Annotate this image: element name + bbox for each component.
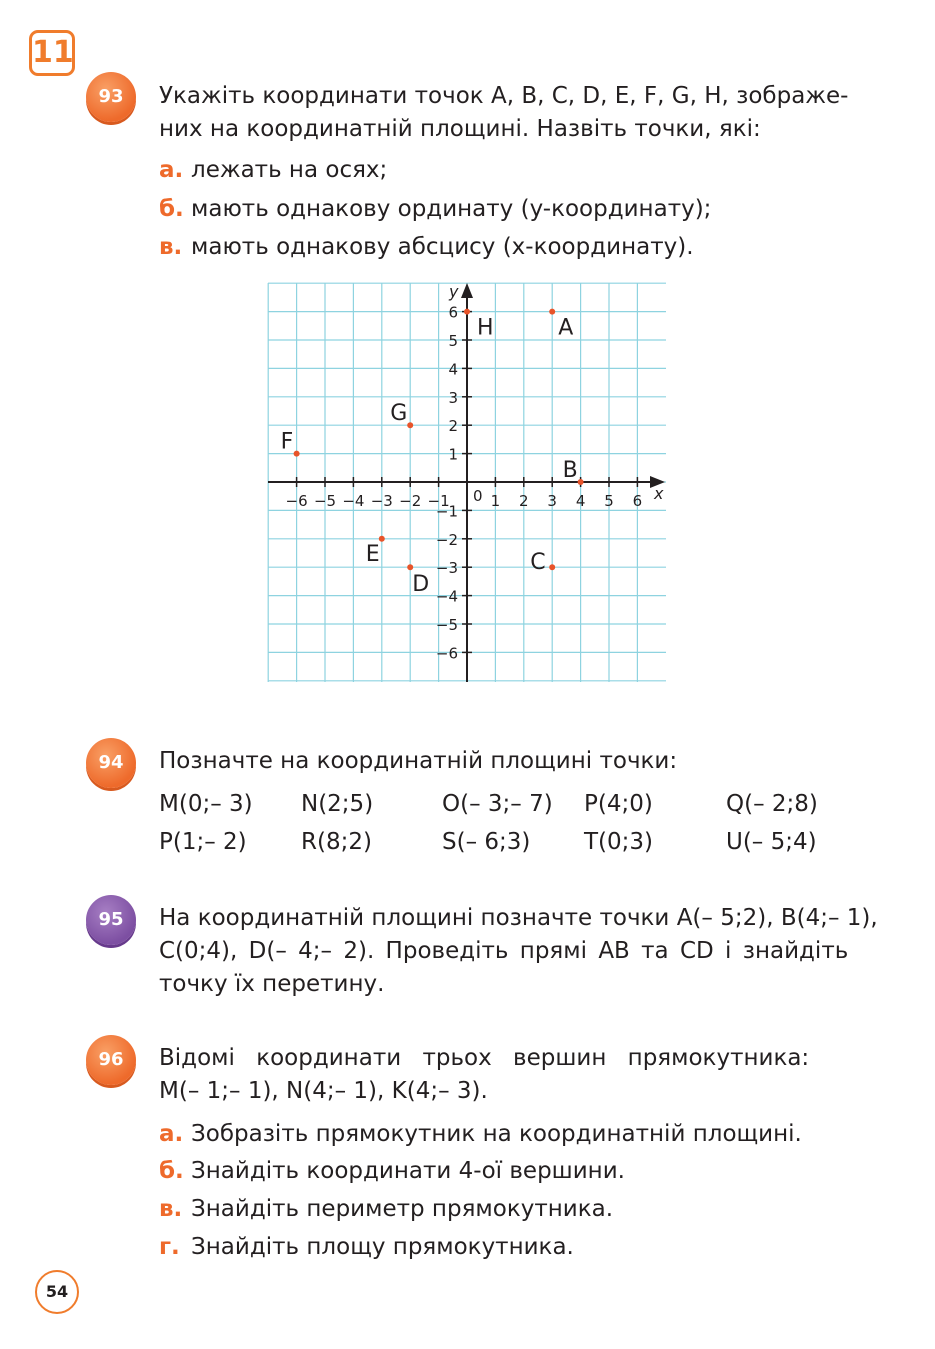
item-text: лежать на осях; [191, 157, 388, 183]
y-tick-label: 4 [448, 360, 458, 379]
y-tick-label: −1 [435, 502, 458, 521]
task-96-item-d [159, 1231, 574, 1264]
point-item: P(1;– 2) [159, 829, 247, 855]
task-95-number: 95 [86, 895, 136, 945]
x-tick-label: 6 [632, 492, 643, 510]
y-axis-arrow [461, 283, 473, 298]
x-tick-label: 4 [575, 492, 586, 510]
y-tick-label: −4 [435, 587, 458, 606]
y-tick-label: −3 [435, 559, 458, 578]
point-label-c: C [530, 550, 546, 576]
item-letter: г. [159, 1234, 180, 1260]
point-h [464, 309, 470, 315]
task-96-item-c [159, 1193, 613, 1226]
point-label-a: A [558, 315, 574, 341]
point-item: P(4;0) [584, 791, 653, 817]
x-tick-label: −1 [427, 492, 450, 510]
point-b [578, 479, 584, 485]
x-tick-label: −4 [342, 492, 365, 510]
y-tick-label: 5 [448, 332, 458, 350]
task-96-line-2: M(– 1;– 1), N(4;– 1), K(4;– 3). [159, 1078, 488, 1104]
item-text: Знайдіть площу прямокутника. [191, 1234, 574, 1260]
item-letter: б. [159, 196, 184, 222]
point-item: M(0;– 3) [159, 791, 253, 817]
point-f [294, 451, 300, 457]
point-item: N(2;5) [301, 791, 374, 817]
point-d [407, 564, 413, 570]
y-tick-label: 1 [448, 445, 458, 464]
item-text: мають однакову абсцису (x-координату). [191, 234, 694, 260]
y-tick-label: −2 [435, 530, 458, 549]
item-letter: в. [159, 1196, 183, 1222]
point-label-d: D [412, 572, 430, 598]
points [281, 309, 584, 598]
x-tick-label: −6 [285, 492, 308, 510]
y-tick-label: −6 [435, 644, 458, 663]
item-text: мають однакову ординату (y-координату); [191, 196, 712, 222]
x-tick-label: −5 [313, 492, 337, 510]
point-label-h: H [477, 315, 494, 341]
x-tick-label: 1 [490, 492, 501, 510]
task-93-line-2: них на координатній площині. Назвіть точки, які: [159, 116, 761, 142]
x-axis-label: x [654, 484, 664, 503]
task-95-line-3: точку їх перетину. [159, 971, 385, 997]
task-96-item-a [159, 1118, 802, 1151]
chapter-badge: 11 [29, 30, 75, 76]
task-93-number: 93 [86, 72, 136, 122]
y-tick-label: −5 [435, 616, 458, 634]
y-tick-label: 6 [448, 303, 458, 322]
task-96-number: 96 [86, 1035, 136, 1085]
point-label-g: G [390, 401, 408, 427]
point-c [549, 564, 555, 570]
point-item: T(0;3) [584, 829, 654, 855]
x-tick-label: 3 [547, 492, 557, 510]
point-item: O(– 3;– 7) [442, 791, 553, 817]
point-label-e: E [365, 541, 380, 567]
axes [268, 282, 665, 682]
task-96-item-b [159, 1155, 625, 1188]
item-letter: а. [159, 1121, 184, 1147]
y-tick-label: 3 [448, 388, 458, 407]
task-96-text [159, 1042, 851, 1108]
point-item: U(– 5;4) [726, 829, 817, 855]
y-axis-label: y [449, 282, 459, 301]
page-number: 54 [35, 1270, 79, 1314]
task-95-line-1: На координатній площині позначте точки A(– 5;2), B(4;– 1), [159, 905, 878, 931]
item-letter: а. [159, 157, 184, 183]
x-tick-label: −3 [370, 492, 393, 510]
point-item: R(8;2) [301, 829, 372, 855]
x-tick-label: 5 [604, 492, 614, 510]
item-text: Зобразіть прямокутник на координатній площині. [191, 1121, 802, 1147]
point-label-f: F [280, 429, 294, 455]
point-label-b: B [562, 458, 578, 483]
task-95-text [159, 902, 878, 1001]
point-item: Q(– 2;8) [726, 791, 818, 817]
task-94-text: Позначте на координатній площині точки: [159, 748, 678, 774]
task-94-number: 94 [86, 738, 136, 788]
item-letter: в. [159, 234, 183, 260]
item-letter: б. [159, 1158, 184, 1184]
x-tick-label: 2 [519, 492, 529, 510]
x-tick-label: −2 [399, 492, 422, 510]
point-a [549, 309, 555, 315]
point-item: S(– 6;3) [442, 829, 531, 855]
task-95-line-2: C(0;4), D(– 4;– 2). Проведіть прямі AB та CD і знайдіть [159, 938, 849, 964]
task-96-line-1: Відомі координати трьох вершин прямокутника: [159, 1045, 810, 1071]
task-93-line-1: Укажіть координати точок A, B, C, D, E, F, G, H, зображе- [159, 83, 849, 109]
item-text: Знайдіть периметр прямокутника. [191, 1196, 614, 1222]
origin-label: 0 [473, 487, 483, 505]
y-tick-label: 2 [448, 417, 458, 436]
point-g [407, 422, 413, 428]
item-text: Знайдіть координати 4-ої вершини. [191, 1158, 625, 1184]
